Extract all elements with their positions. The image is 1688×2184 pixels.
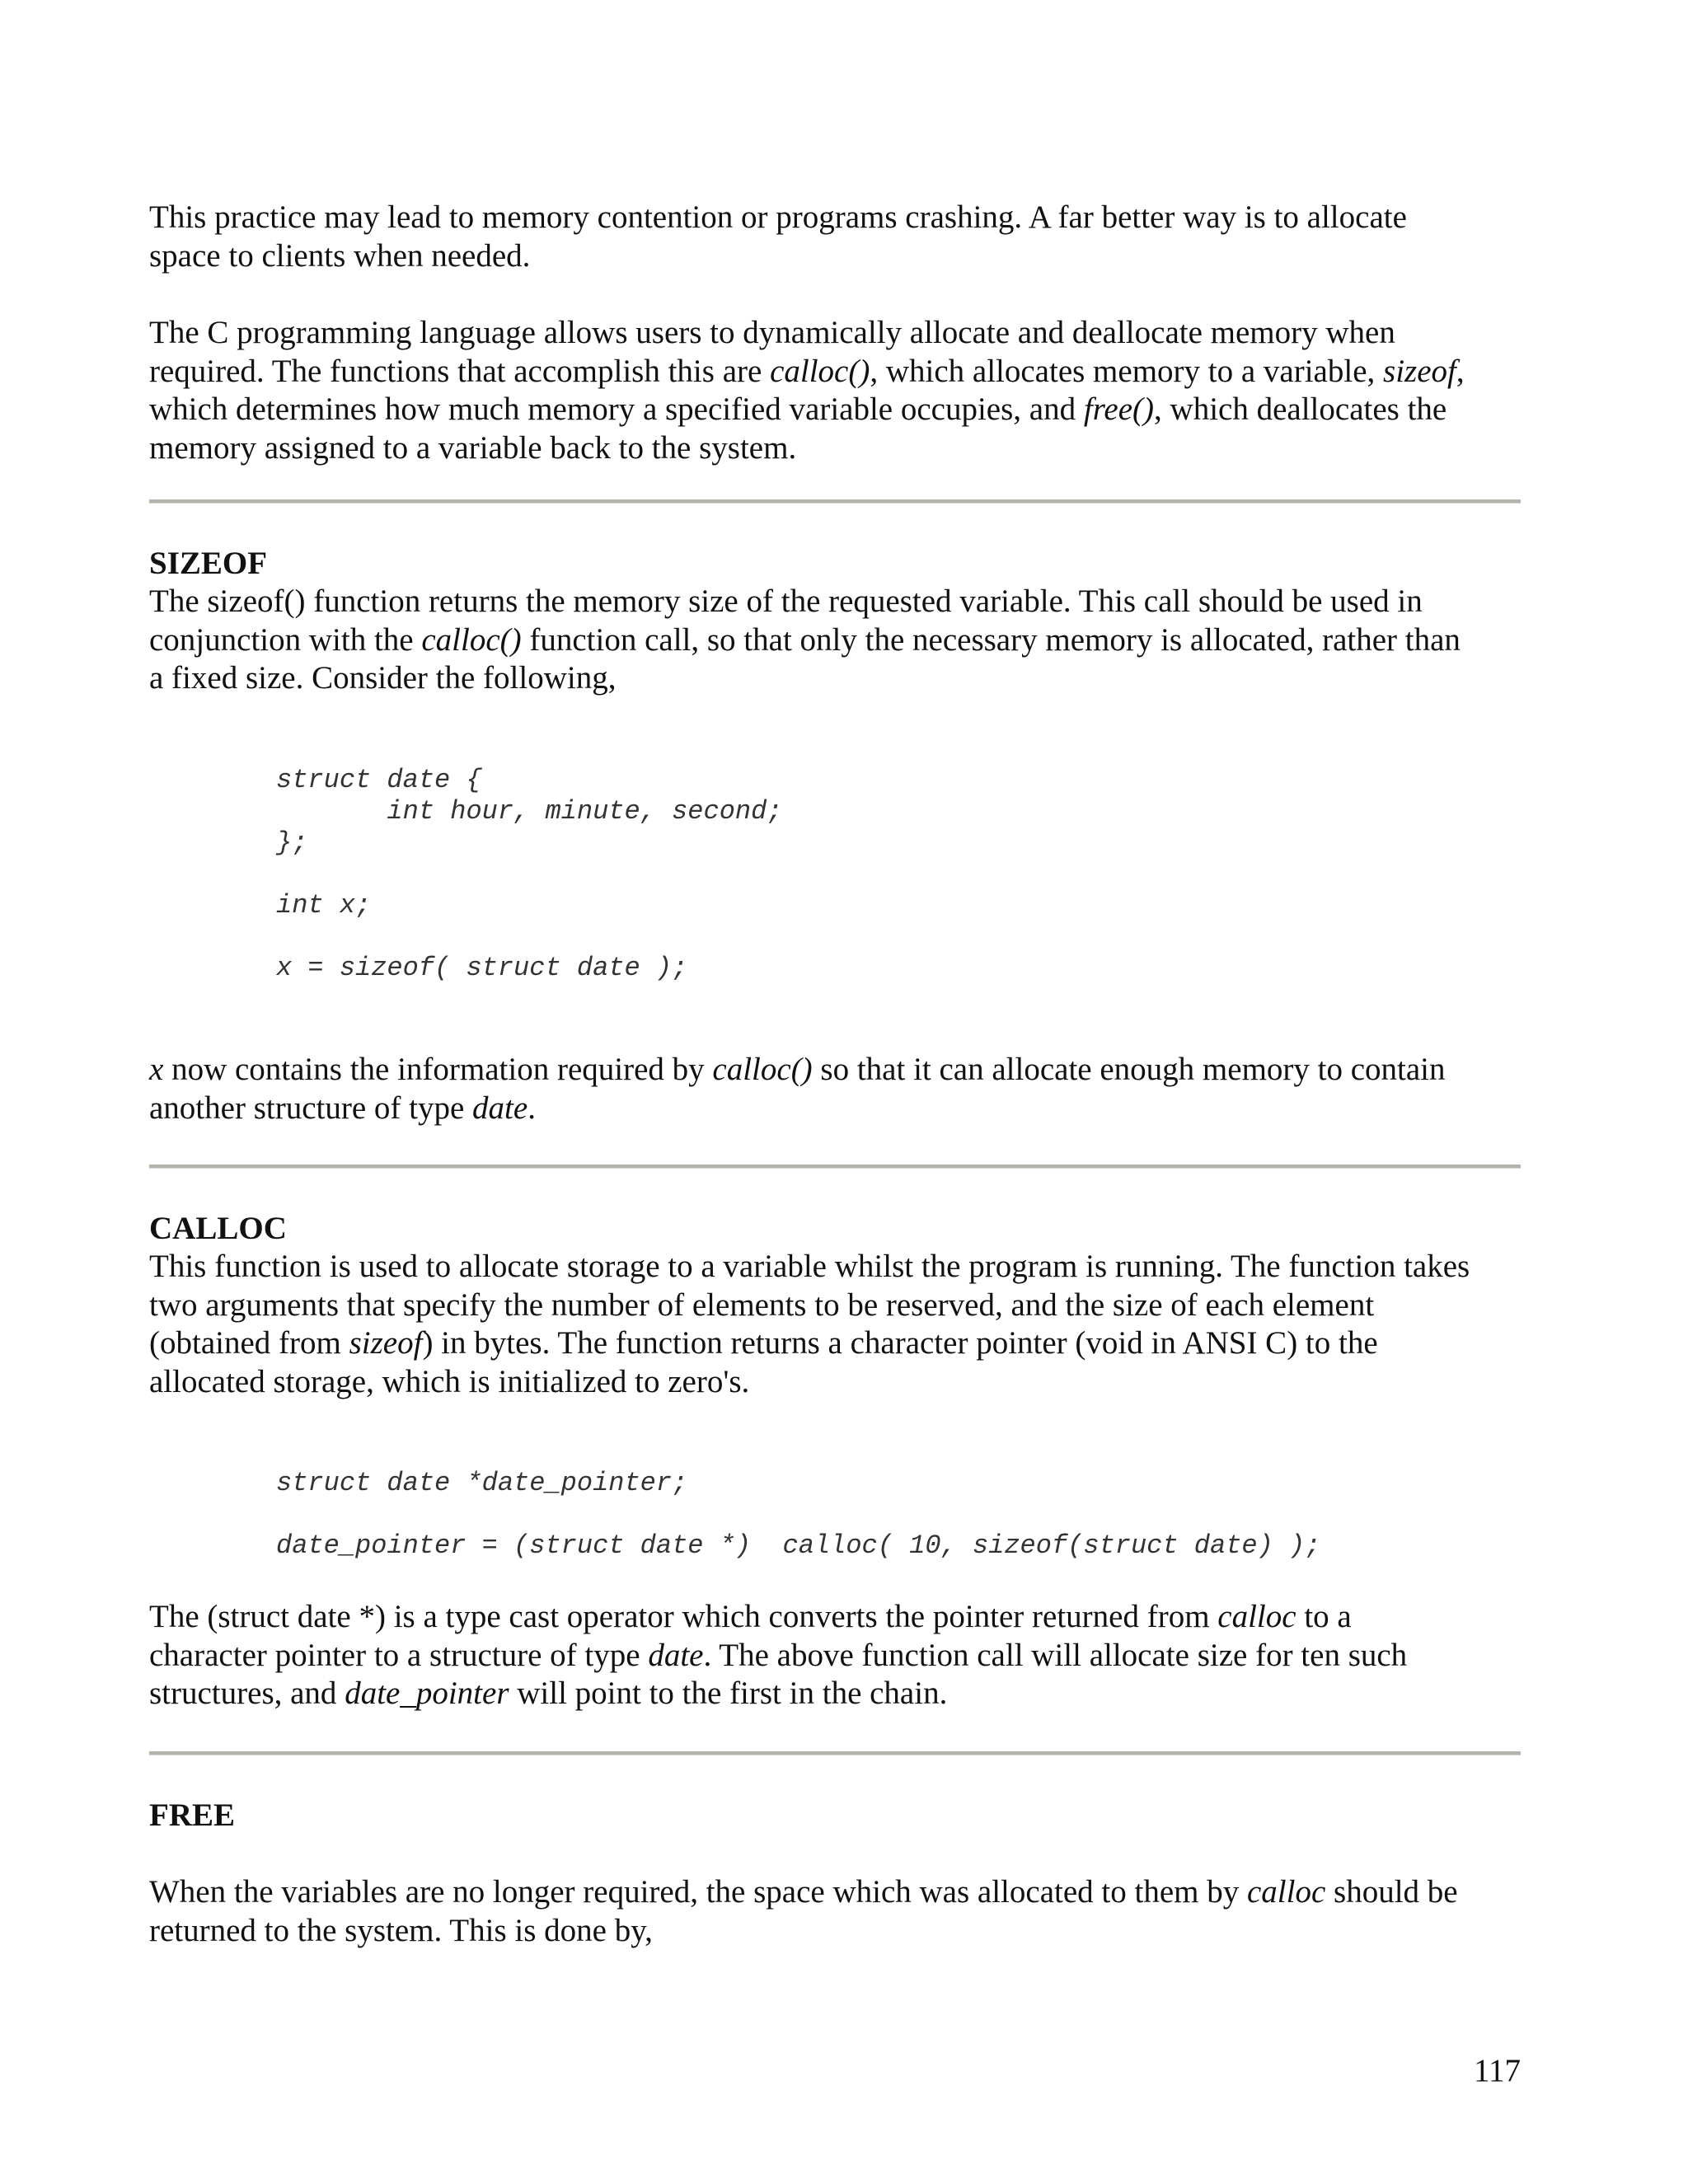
text-line: [149, 621, 1534, 660]
calloc-explanation: [149, 1598, 1534, 1713]
text-run: conjunction with the: [149, 621, 422, 658]
text-line: returned to the system. This is done by,: [149, 1912, 653, 1948]
code-line: int hour, minute, second;: [276, 796, 783, 827]
text-run: structures, and: [149, 1675, 345, 1711]
function-name: calloc(): [770, 353, 870, 389]
code-line: int x;: [276, 890, 372, 921]
intro-paragraph-1: [149, 199, 1534, 275]
text-run: function call, so that only the necessary memory is allocated, rather than: [521, 621, 1461, 658]
text-line: [149, 1637, 1534, 1675]
text-run: should be: [1325, 1874, 1458, 1910]
text-line: a fixed size. Consider the following,: [149, 660, 617, 696]
variable-name: date_pointer: [345, 1675, 509, 1711]
text-run: now contains the information required by: [163, 1052, 713, 1087]
sizeof-explanation: [149, 1051, 1534, 1127]
type-name: date: [648, 1637, 704, 1673]
intro-paragraph-2: [149, 314, 1534, 467]
code-line: x = sizeof( struct date );: [276, 953, 688, 983]
code-block-calloc: [276, 1468, 1320, 1562]
text-run: ,: [1456, 353, 1465, 389]
text-run: , which deallocates the: [1154, 391, 1447, 427]
text-run: ) in bytes. The function returns a character pointer (void in ANSI C) to the: [422, 1325, 1378, 1361]
text-line: [149, 1324, 1534, 1363]
function-name: sizeof: [349, 1325, 423, 1361]
section-heading-sizeof: SIZEOF: [149, 546, 268, 581]
text-line: allocated storage, which is initialized to zero's.: [149, 1363, 750, 1399]
section-heading-free: FREE: [149, 1797, 236, 1833]
text-line: [149, 391, 1534, 429]
variable-name: x: [149, 1052, 164, 1087]
code-line: };: [276, 827, 308, 858]
text-run: When the variables are no longer required, the space which was allocated to them by: [149, 1874, 1247, 1910]
text-run: The (struct date *) is a type cast operator which converts the pointer returned from: [149, 1599, 1218, 1634]
function-name: calloc: [1217, 1599, 1296, 1634]
section-heading-calloc: CALLOC: [149, 1211, 287, 1246]
section-divider: [149, 1165, 1521, 1169]
text-line: [149, 1598, 1534, 1637]
code-line: date_pointer = (struct date *) calloc( 10, sizeof(struct date) );: [276, 1530, 1321, 1561]
function-name: sizeof: [1383, 353, 1456, 389]
free-description: [149, 1873, 1534, 1950]
section-divider: [149, 499, 1521, 504]
text-line: [149, 353, 1534, 391]
text-run: (obtained from: [149, 1325, 349, 1361]
page-number: 117: [1473, 2053, 1521, 2088]
text-run: will point to the first in the chain.: [509, 1675, 948, 1711]
code-line: struct date *date_pointer;: [276, 1468, 688, 1498]
sizeof-description: [149, 583, 1534, 698]
text-run: another structure of type: [149, 1090, 473, 1126]
section-divider: [149, 1751, 1521, 1755]
text-run: , which allocates memory to a variable,: [870, 353, 1384, 389]
text-line: [149, 1675, 1534, 1713]
code-block-sizeof: [276, 765, 783, 984]
text-run: so that it can allocate enough memory to contain: [812, 1052, 1446, 1087]
text-line: space to clients when needed.: [149, 237, 531, 274]
type-name: date: [472, 1090, 528, 1126]
text-line: This function is used to allocate storage to a variable whilst the program is running. The function takes: [149, 1249, 1470, 1284]
text-line: two arguments that specify the number of elements to be reserved, and the size of each element: [149, 1286, 1375, 1323]
function-name: calloc(): [712, 1052, 813, 1087]
text-run: to a: [1296, 1599, 1352, 1634]
code-line: struct date {: [276, 765, 482, 795]
calloc-description: [149, 1248, 1534, 1401]
text-line: This practice may lead to memory contention or programs crashing. A far better way is to allocate: [149, 199, 1407, 235]
function-name: free(): [1083, 391, 1155, 427]
text-run: .: [528, 1090, 536, 1126]
text-run: character pointer to a structure of type: [149, 1637, 649, 1673]
function-name: calloc(): [421, 621, 522, 658]
text-run: . The above function call will allocate size for ten such: [703, 1637, 1408, 1673]
text-line: [149, 1873, 1534, 1912]
text-run: required. The functions that accomplish this are: [149, 353, 771, 389]
text-line: [149, 1051, 1534, 1090]
text-run: which determines how much memory a specified variable occupies, and: [149, 391, 1084, 427]
text-line: memory assigned to a variable back to the system.: [149, 429, 797, 466]
text-line: [149, 1090, 1534, 1128]
text-line: The sizeof() function returns the memory size of the requested variable. This call should be used in: [149, 583, 1423, 619]
text-line: The C programming language allows users to dynamically allocate and deallocate memory when: [149, 315, 1395, 350]
function-name: calloc: [1246, 1874, 1326, 1910]
